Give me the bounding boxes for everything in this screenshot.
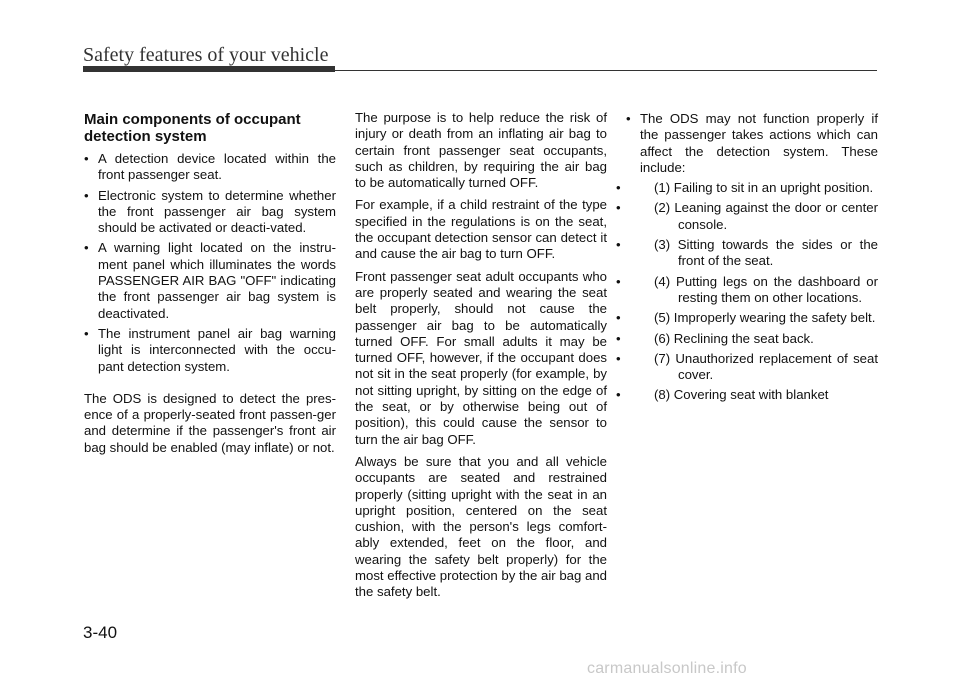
limitation-item: • (6) Reclining the seat back. [640,331,878,347]
limitations-intro: The ODS may not function properly if the passenger takes actions which can affect the detection system. These include: [640,111,878,175]
limitation-item: • (7) Unauthorized replacement of seat cover. [640,351,878,384]
column-left [84,111,336,462]
limitation-item: • (4) Putting legs on the dashboard or resting them on other locations. [640,274,878,307]
limitation-item: • (8) Covering seat with blanket [640,387,878,403]
adult-occupant-paragraph: Front passenger seat adult occupants who are properly seated and wearing the seat belt properly, should not cause the passenger air bag to be automatically turned OFF. For small adults it may be turned OFF, however, if the occupant does not sit in the seat properly (for example, by not sitting upright, by sitting on the edge of the seat, or by otherwise being out of position), this could cause the sensor to turn the air bag OFF. [355,268,607,447]
limitation-item: • (2) Leaning against the door or center console. [640,200,878,233]
bullet-item: • Electronic system to determine whether the front passenger air bag system should be activated or deacti-vated. [84,188,336,237]
limitation-item: • (1) Failing to sit in an upright position. [640,180,878,196]
purpose-paragraph: The purpose is to help reduce the risk of injury or death from an inflating air bag to certain front passenger seat occupants, such as children, by requiring the air bag to be automatically turned OFF. [355,110,607,191]
bullet-item: • The instrument panel air bag warning light is interconnected with the occu-pant detection system. [84,326,336,375]
component-bullet-list [84,151,336,375]
bullet-item: • A warning light located on the instru-ment panel which illuminates the words PASSENGER AIR BAG "OFF" indicating the front passenger air bag system is deactivated. [84,240,336,321]
ods-limitations-list [626,111,878,404]
child-restraint-paragraph: For example, if a child restraint of the type specified in the regulations is on the seat, the occupant detection sensor can detect it and cause the air bag to turn OFF. [355,197,607,262]
limitation-item: • (3) Sitting towards the sides or the front of the seat. [640,237,878,270]
limitation-item: • (5) Improperly wearing the safety belt. [640,310,878,326]
column-right [626,111,878,408]
column-middle [355,110,607,607]
ods-description-paragraph: The ODS is designed to detect the pres-ence of a properly-seated front passen-ger and determine if the passenger's front air bag should be enabled (may inflate) or not. [84,390,336,455]
section-header-title: Safety features of your vehicle [83,44,329,66]
limitation-steps [640,180,878,404]
header-accent-bar [83,66,335,72]
section-heading: Main components of occupant detection system [84,111,301,145]
seating-advice-paragraph: Always be sure that you and all vehicle occupants are seated and restrained properly (sitting upright with the seat in an upright position, centered on the seat cushion, with the person's legs comfort-ably extended, feet on the floor, and wearing the safety belt properly) for the most effective protection by the air bag and the safety belt. [355,453,607,600]
page-number: 3-40 [83,623,118,642]
header-divider-rule [335,70,877,71]
bullet-item: • A detection device located within the front passenger seat. [84,151,336,184]
watermark-text: carmanualsonline.info [587,660,747,677]
bullet-item [626,111,878,404]
